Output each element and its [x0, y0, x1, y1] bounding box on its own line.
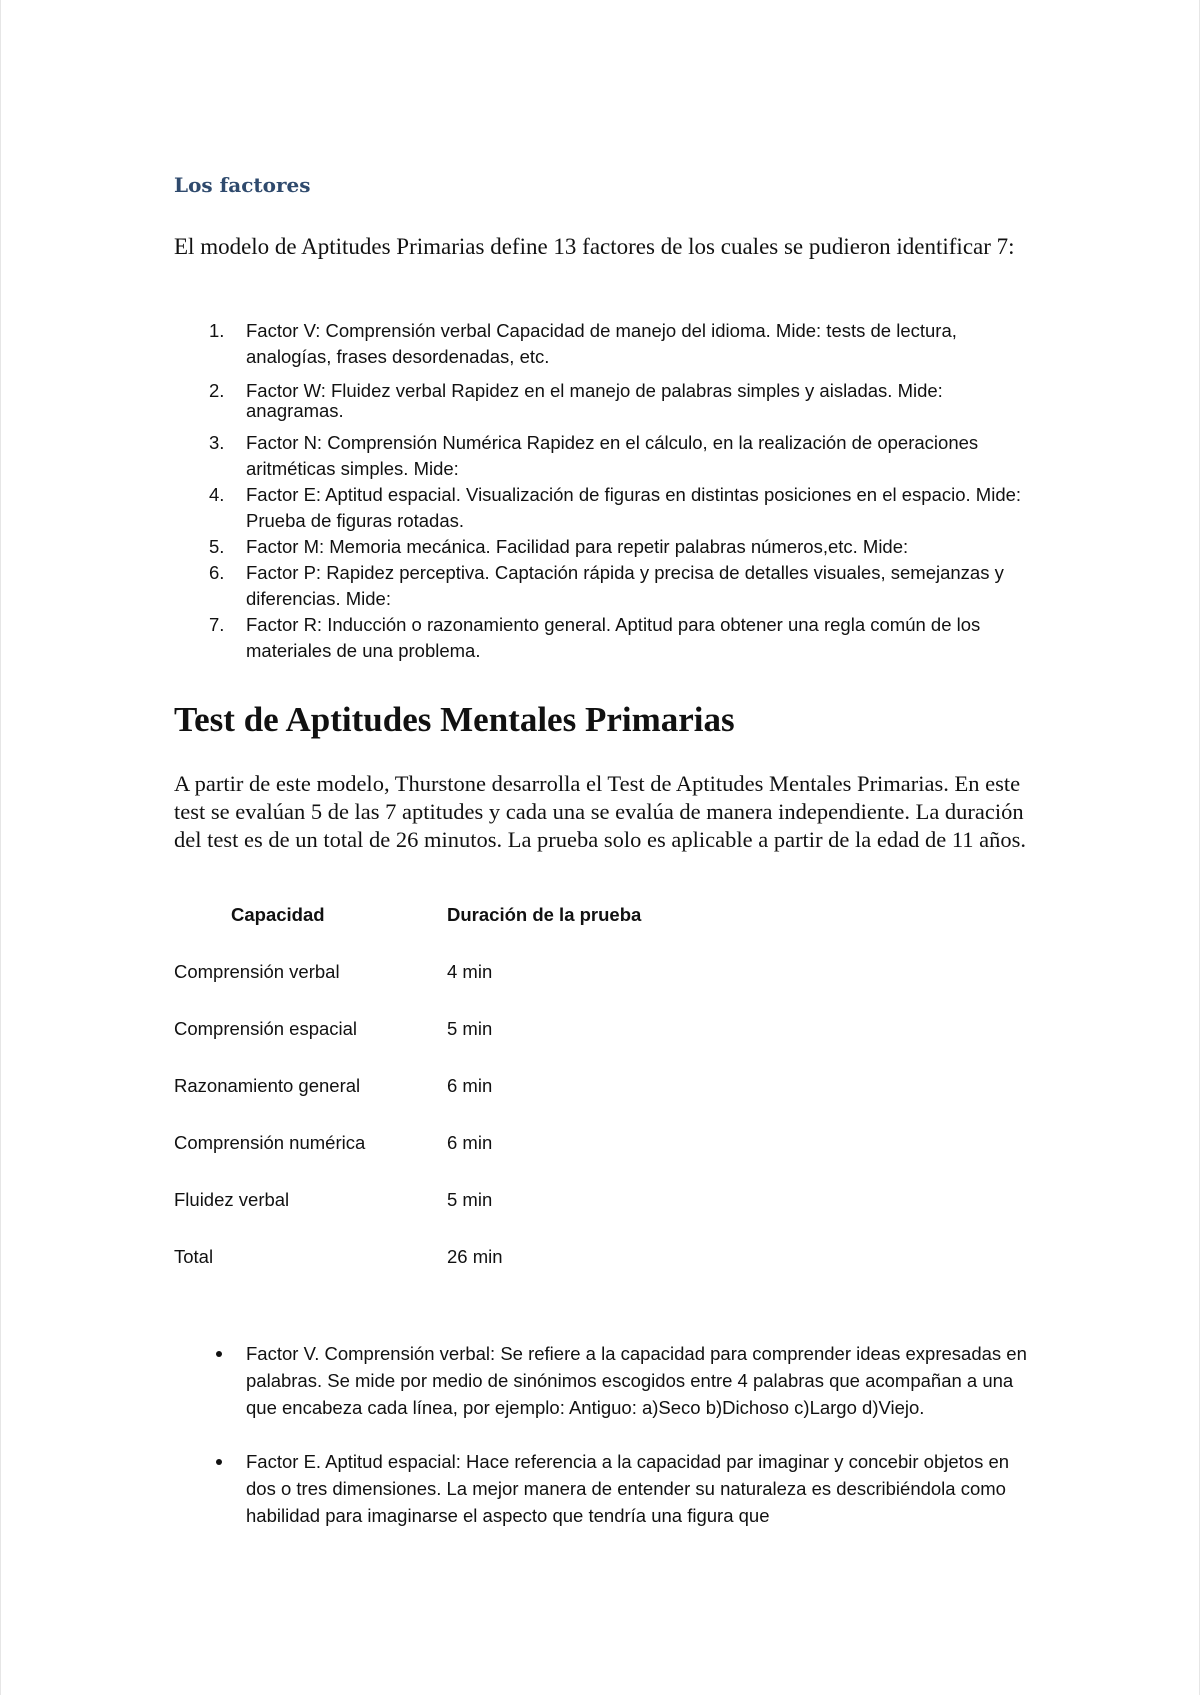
list-number: 3. [209, 432, 225, 453]
table-header-row [174, 904, 641, 961]
list-item-text: Factor P: Rapidez perceptiva. Captación rápida y precisa de detalles visuales, semejanzas y diferencias. Mide: [246, 562, 1004, 609]
table-row [174, 1189, 641, 1246]
table-cell: 6 min [447, 1075, 493, 1096]
list-item-text: Factor R: Inducción o razonamiento general. Aptitud para obtener una regla común de los materiales de una problema. [246, 614, 981, 661]
table-cell: 5 min [447, 1018, 493, 1039]
list-item-text-continued: anagramas. [246, 400, 344, 421]
bullet-text: Factor V. Comprensión verbal: Se refiere a la capacidad para comprender ideas expresadas en palabras. Se mide por medio de sinónimos escogidos entre 4 palabras que acompañan a una que encabeza cada línea, por ejemplo: Antiguo: a)Seco b)Dichoso c)Largo d)Viejo. [246, 1343, 1027, 1418]
list-item [174, 430, 1034, 482]
list-item [174, 318, 1034, 370]
list-item-text: Factor E: Aptitud espacial. Visualización de figuras en distintas posiciones en el espacio. Mide: Prueba de figuras rotadas. [246, 484, 1022, 531]
bullet-text: Factor E. Aptitud espacial: Hace referencia a la capacidad par imaginar y concebir objetos en dos o tres dimensiones. La mejor manera de entender su naturaleza es describiéndola como habilidad para imaginarse el aspecto que tendría una figura que [246, 1451, 1010, 1526]
table-row [174, 1018, 641, 1075]
test-description-paragraph: A partir de este modelo, Thurstone desarrolla el Test de Aptitudes Mentales Primarias. En este test se evalúan 5 de las 7 aptitudes y cada una se evalúa de manera independiente. La duración del test es de un total de 26 minutos. La prueba solo es aplicable a partir de la edad de 11 años. [174, 771, 1027, 852]
list-item-text: Factor M: Memoria mecánica. Facilidad para repetir palabras números,etc. Mide: [246, 536, 909, 557]
list-item-text: Factor W: Fluidez verbal Rapidez en el manejo de palabras simples y aisladas. Mide: [246, 380, 943, 401]
list-item [174, 482, 1034, 534]
table-cell: Comprensión numérica [174, 1132, 366, 1153]
capacity-duration-table [174, 904, 641, 1303]
bullet-item [174, 1448, 1034, 1529]
list-item [174, 612, 1034, 664]
intro-paragraph: El modelo de Aptitudes Primarias define 13 factores de los cuales se pudieron identificar 7: [174, 234, 1015, 259]
bullet-item [174, 1340, 1034, 1421]
factor-list [174, 318, 1034, 664]
table-cell: 26 min [447, 1246, 503, 1267]
table-cell: 6 min [447, 1132, 493, 1153]
list-item [174, 534, 1034, 560]
bullet-dot-icon [216, 1351, 222, 1357]
table-cell: Razonamiento general [174, 1075, 361, 1096]
table-cell: Fluidez verbal [174, 1189, 290, 1210]
table-row [174, 1075, 641, 1132]
section-heading: Los factores [174, 173, 311, 197]
column-header-capacity: Capacidad [231, 904, 325, 925]
list-number: 2. [209, 380, 225, 401]
list-item [174, 378, 1034, 421]
list-number: 6. [209, 562, 225, 583]
list-number: 5. [209, 536, 225, 557]
table-row [174, 1132, 641, 1189]
list-item-text: Factor N: Comprensión Numérica Rapidez en el cálculo, en la realización de operaciones aritméticas simples. Mide: [246, 432, 979, 479]
table-row [174, 1246, 641, 1303]
table-cell: 5 min [447, 1189, 493, 1210]
bullet-list [174, 1340, 1034, 1556]
list-number: 4. [209, 484, 225, 505]
main-title: Test de Aptitudes Mentales Primarias [174, 700, 735, 739]
list-item-text: Factor V: Comprensión verbal Capacidad de manejo del idioma. Mide: tests de lectura, analogías, frases desordenadas, etc. [246, 320, 957, 367]
list-number: 1. [209, 320, 225, 341]
table-cell: Comprensión espacial [174, 1018, 358, 1039]
table-cell: 4 min [447, 961, 493, 982]
table-cell: Total [174, 1246, 214, 1267]
list-item [174, 560, 1034, 612]
column-header-duration: Duración de la prueba [447, 904, 642, 925]
list-number: 7. [209, 614, 225, 635]
table-row [174, 961, 641, 1018]
table-cell: Comprensión verbal [174, 961, 340, 982]
bullet-dot-icon [216, 1459, 222, 1465]
